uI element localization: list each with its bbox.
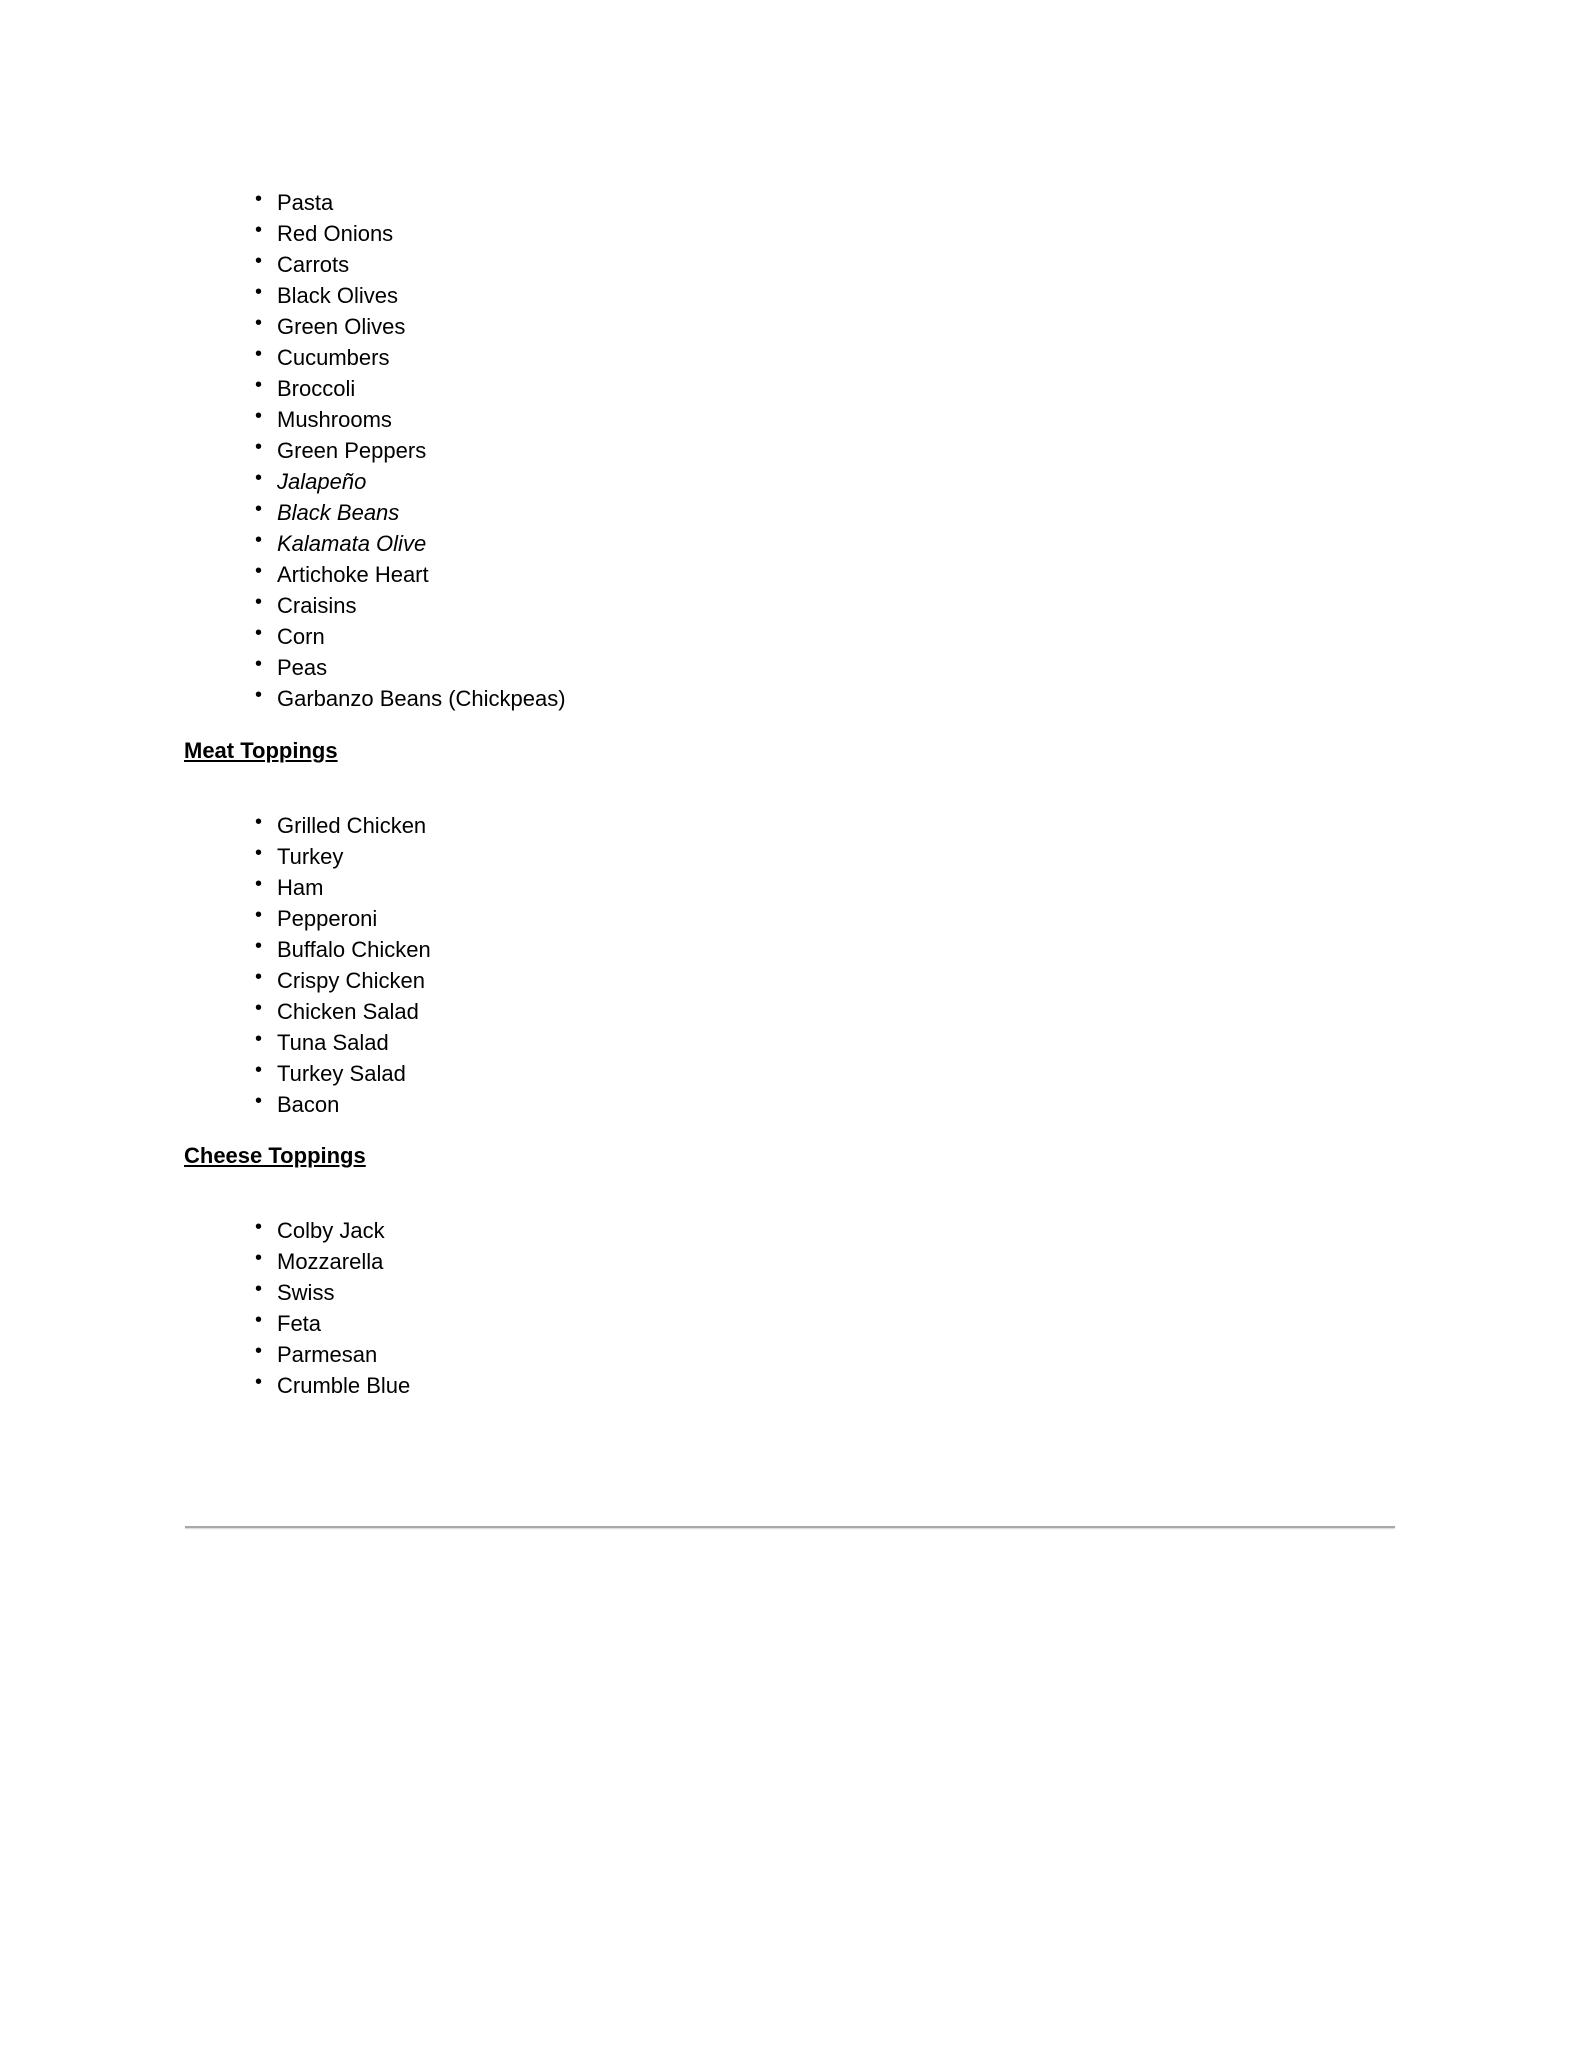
list-item-label: Mushrooms xyxy=(277,407,392,432)
bullet-icon: • xyxy=(255,1059,263,1081)
bullet-icon: • xyxy=(255,560,263,582)
list-item-label: Corn xyxy=(277,624,325,649)
bullet-icon: • xyxy=(255,591,263,613)
bullet-icon: • xyxy=(255,1309,263,1331)
bullet-icon: • xyxy=(255,250,263,272)
list-item xyxy=(255,683,566,714)
list-item-label: Crispy Chicken xyxy=(277,968,425,993)
list-item xyxy=(255,621,566,652)
list-item xyxy=(255,652,566,683)
list-item-label: Turkey xyxy=(277,844,344,869)
list-item-label: Tuna Salad xyxy=(277,1030,389,1055)
list-item xyxy=(255,187,566,218)
list-item-label: Jalapeño xyxy=(277,469,367,494)
vegetable-toppings-list xyxy=(255,187,566,714)
list-item-label: Cucumbers xyxy=(277,345,390,370)
bullet-icon: • xyxy=(255,873,263,895)
list-item-label: Carrots xyxy=(277,252,350,277)
list-item xyxy=(255,559,566,590)
list-item xyxy=(255,996,431,1027)
list-item xyxy=(255,497,566,528)
list-item xyxy=(255,590,566,621)
bullet-icon: • xyxy=(255,1216,263,1238)
meat-toppings-list xyxy=(255,810,431,1120)
list-item-label: Mozzarella xyxy=(277,1249,384,1274)
list-item xyxy=(255,1089,431,1120)
bullet-icon: • xyxy=(255,653,263,675)
list-item xyxy=(255,1339,410,1370)
list-item xyxy=(255,1308,410,1339)
list-item xyxy=(255,373,566,404)
bullet-icon: • xyxy=(255,219,263,241)
list-item xyxy=(255,872,431,903)
bullet-icon: • xyxy=(255,498,263,520)
list-item xyxy=(255,249,566,280)
list-item-label: Swiss xyxy=(277,1280,335,1305)
list-item-label: Feta xyxy=(277,1311,322,1336)
list-item-label: Colby Jack xyxy=(277,1218,385,1243)
list-item-label: Black Beans xyxy=(277,500,400,525)
list-item xyxy=(255,1277,410,1308)
list-item-label: Pasta xyxy=(277,190,334,215)
bullet-icon: • xyxy=(255,405,263,427)
list-item xyxy=(255,404,566,435)
cheese-toppings-heading: Cheese Toppings xyxy=(184,1143,366,1168)
list-item xyxy=(255,466,566,497)
list-item xyxy=(255,528,566,559)
bullet-icon: • xyxy=(255,529,263,551)
cheese-toppings-list xyxy=(255,1215,410,1401)
bullet-icon: • xyxy=(255,997,263,1019)
list-item-label: Grilled Chicken xyxy=(277,813,427,838)
bullet-icon: • xyxy=(255,467,263,489)
list-item-label: Bacon xyxy=(277,1092,340,1117)
list-item-label: Peas xyxy=(277,655,328,680)
list-item-label: Chicken Salad xyxy=(277,999,419,1024)
list-item xyxy=(255,218,566,249)
list-item xyxy=(255,965,431,996)
list-item xyxy=(255,435,566,466)
list-item xyxy=(255,934,431,965)
bullet-icon: • xyxy=(255,622,263,644)
bullet-icon: • xyxy=(255,966,263,988)
list-item xyxy=(255,1246,410,1277)
bullet-icon: • xyxy=(255,436,263,458)
list-item xyxy=(255,342,566,373)
bullet-icon: • xyxy=(255,684,263,706)
list-item xyxy=(255,810,431,841)
list-item xyxy=(255,1058,431,1089)
list-item xyxy=(255,280,566,311)
list-item-label: Green Peppers xyxy=(277,438,427,463)
list-item-label: Parmesan xyxy=(277,1342,378,1367)
list-item-label: Turkey Salad xyxy=(277,1061,406,1086)
list-item xyxy=(255,903,431,934)
bullet-icon: • xyxy=(255,374,263,396)
list-item-label: Crumble Blue xyxy=(277,1373,411,1398)
list-item xyxy=(255,1370,410,1401)
bullet-icon: • xyxy=(255,1278,263,1300)
bullet-icon: • xyxy=(255,1340,263,1362)
list-item-label: Pepperoni xyxy=(277,906,378,931)
bullet-icon: • xyxy=(255,935,263,957)
list-item-label: Broccoli xyxy=(277,376,356,401)
list-item-label: Ham xyxy=(277,875,324,900)
bullet-icon: • xyxy=(255,1090,263,1112)
bullet-icon: • xyxy=(255,281,263,303)
bullet-icon: • xyxy=(255,1247,263,1269)
meat-toppings-heading: Meat Toppings xyxy=(184,738,338,763)
list-item-label: Red Onions xyxy=(277,221,394,246)
bullet-icon: • xyxy=(255,904,263,926)
bullet-icon: • xyxy=(255,842,263,864)
list-item xyxy=(255,1027,431,1058)
bullet-icon: • xyxy=(255,811,263,833)
bullet-icon: • xyxy=(255,343,263,365)
bullet-icon: • xyxy=(255,1028,263,1050)
horizontal-divider xyxy=(185,1526,1395,1528)
list-item xyxy=(255,841,431,872)
list-item xyxy=(255,311,566,342)
list-item xyxy=(255,1215,410,1246)
bullet-icon: • xyxy=(255,1371,263,1393)
bullet-icon: • xyxy=(255,312,263,334)
list-item-label: Kalamata Olive xyxy=(277,531,427,556)
list-item-label: Craisins xyxy=(277,593,357,618)
list-item-label: Black Olives xyxy=(277,283,399,308)
list-item-label: Artichoke Heart xyxy=(277,562,429,587)
list-item-label: Garbanzo Beans (Chickpeas) xyxy=(277,686,566,711)
bullet-icon: • xyxy=(255,188,263,210)
list-item-label: Buffalo Chicken xyxy=(277,937,431,962)
list-item-label: Green Olives xyxy=(277,314,406,339)
